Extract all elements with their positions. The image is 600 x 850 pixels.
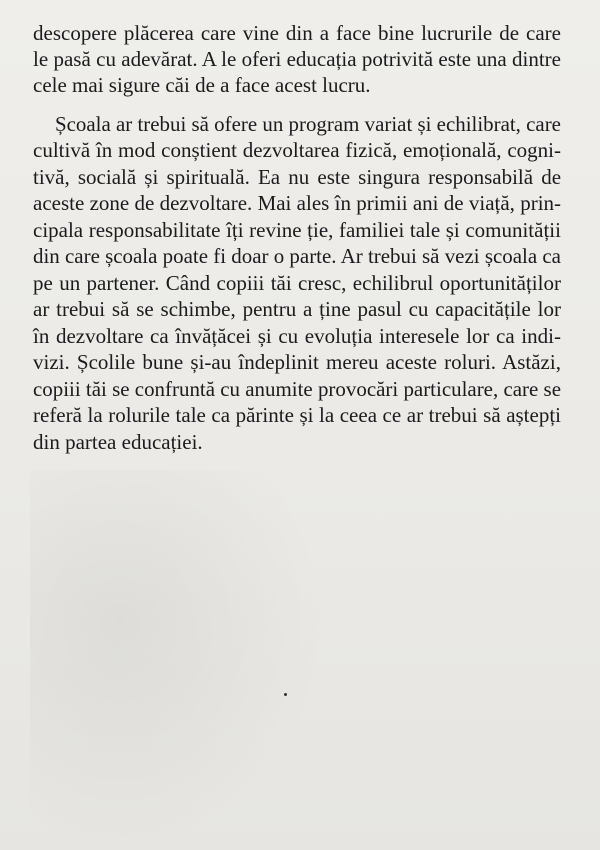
text-line: cele mai sigure căi de a face acest lucru. [33,73,371,97]
text-line: cultivă în mod conștient dezvoltarea fizică, emoțională, cogni- [33,138,562,162]
text-line: Școala ar trebui să ofere un program variat și echilibrat, care [55,112,561,136]
text-line: vizi. Școlile bune și-au îndeplinit mereu aceste roluri. Astăzi, [33,350,561,374]
text-line: descopere plăcerea care vine din a face bine lucrurile de care [33,21,561,45]
page-shading [30,470,330,850]
text-line: le pasă cu adevărat. A le oferi educația potrivită este una dintre [33,47,561,71]
text-line: copiii tăi se confruntă cu anumite provocări particulare, care se [33,377,561,401]
text-line: pe un partener. Când copiii tăi cresc, echilibrul oportunităților [33,271,561,295]
text-line: aceste zone de dezvoltare. Mai ales în primii ani de viață, prin- [33,191,562,215]
text-line: tivă, socială și spirituală. Ea nu este singura responsabilă de [33,165,562,189]
text-line: referă la rolurile tale ca părinte și la ceea ce ar trebui să aștepți [33,403,562,427]
text-line: cipala responsabilitate îți revine ție, familiei tale și comunității [33,218,561,242]
text-line: din partea educației. [33,430,203,454]
text-line: ar trebui să se schimbe, pentru a ține pasul cu capacitățile lor [33,297,561,321]
text-line: în dezvoltare ca învățăcei și cu evoluția interesele lor ca indi- [33,324,561,348]
ink-speck [284,693,287,696]
text-line: din care școala poate fi doar o parte. Ar trebui să vezi școala ca [33,244,561,268]
